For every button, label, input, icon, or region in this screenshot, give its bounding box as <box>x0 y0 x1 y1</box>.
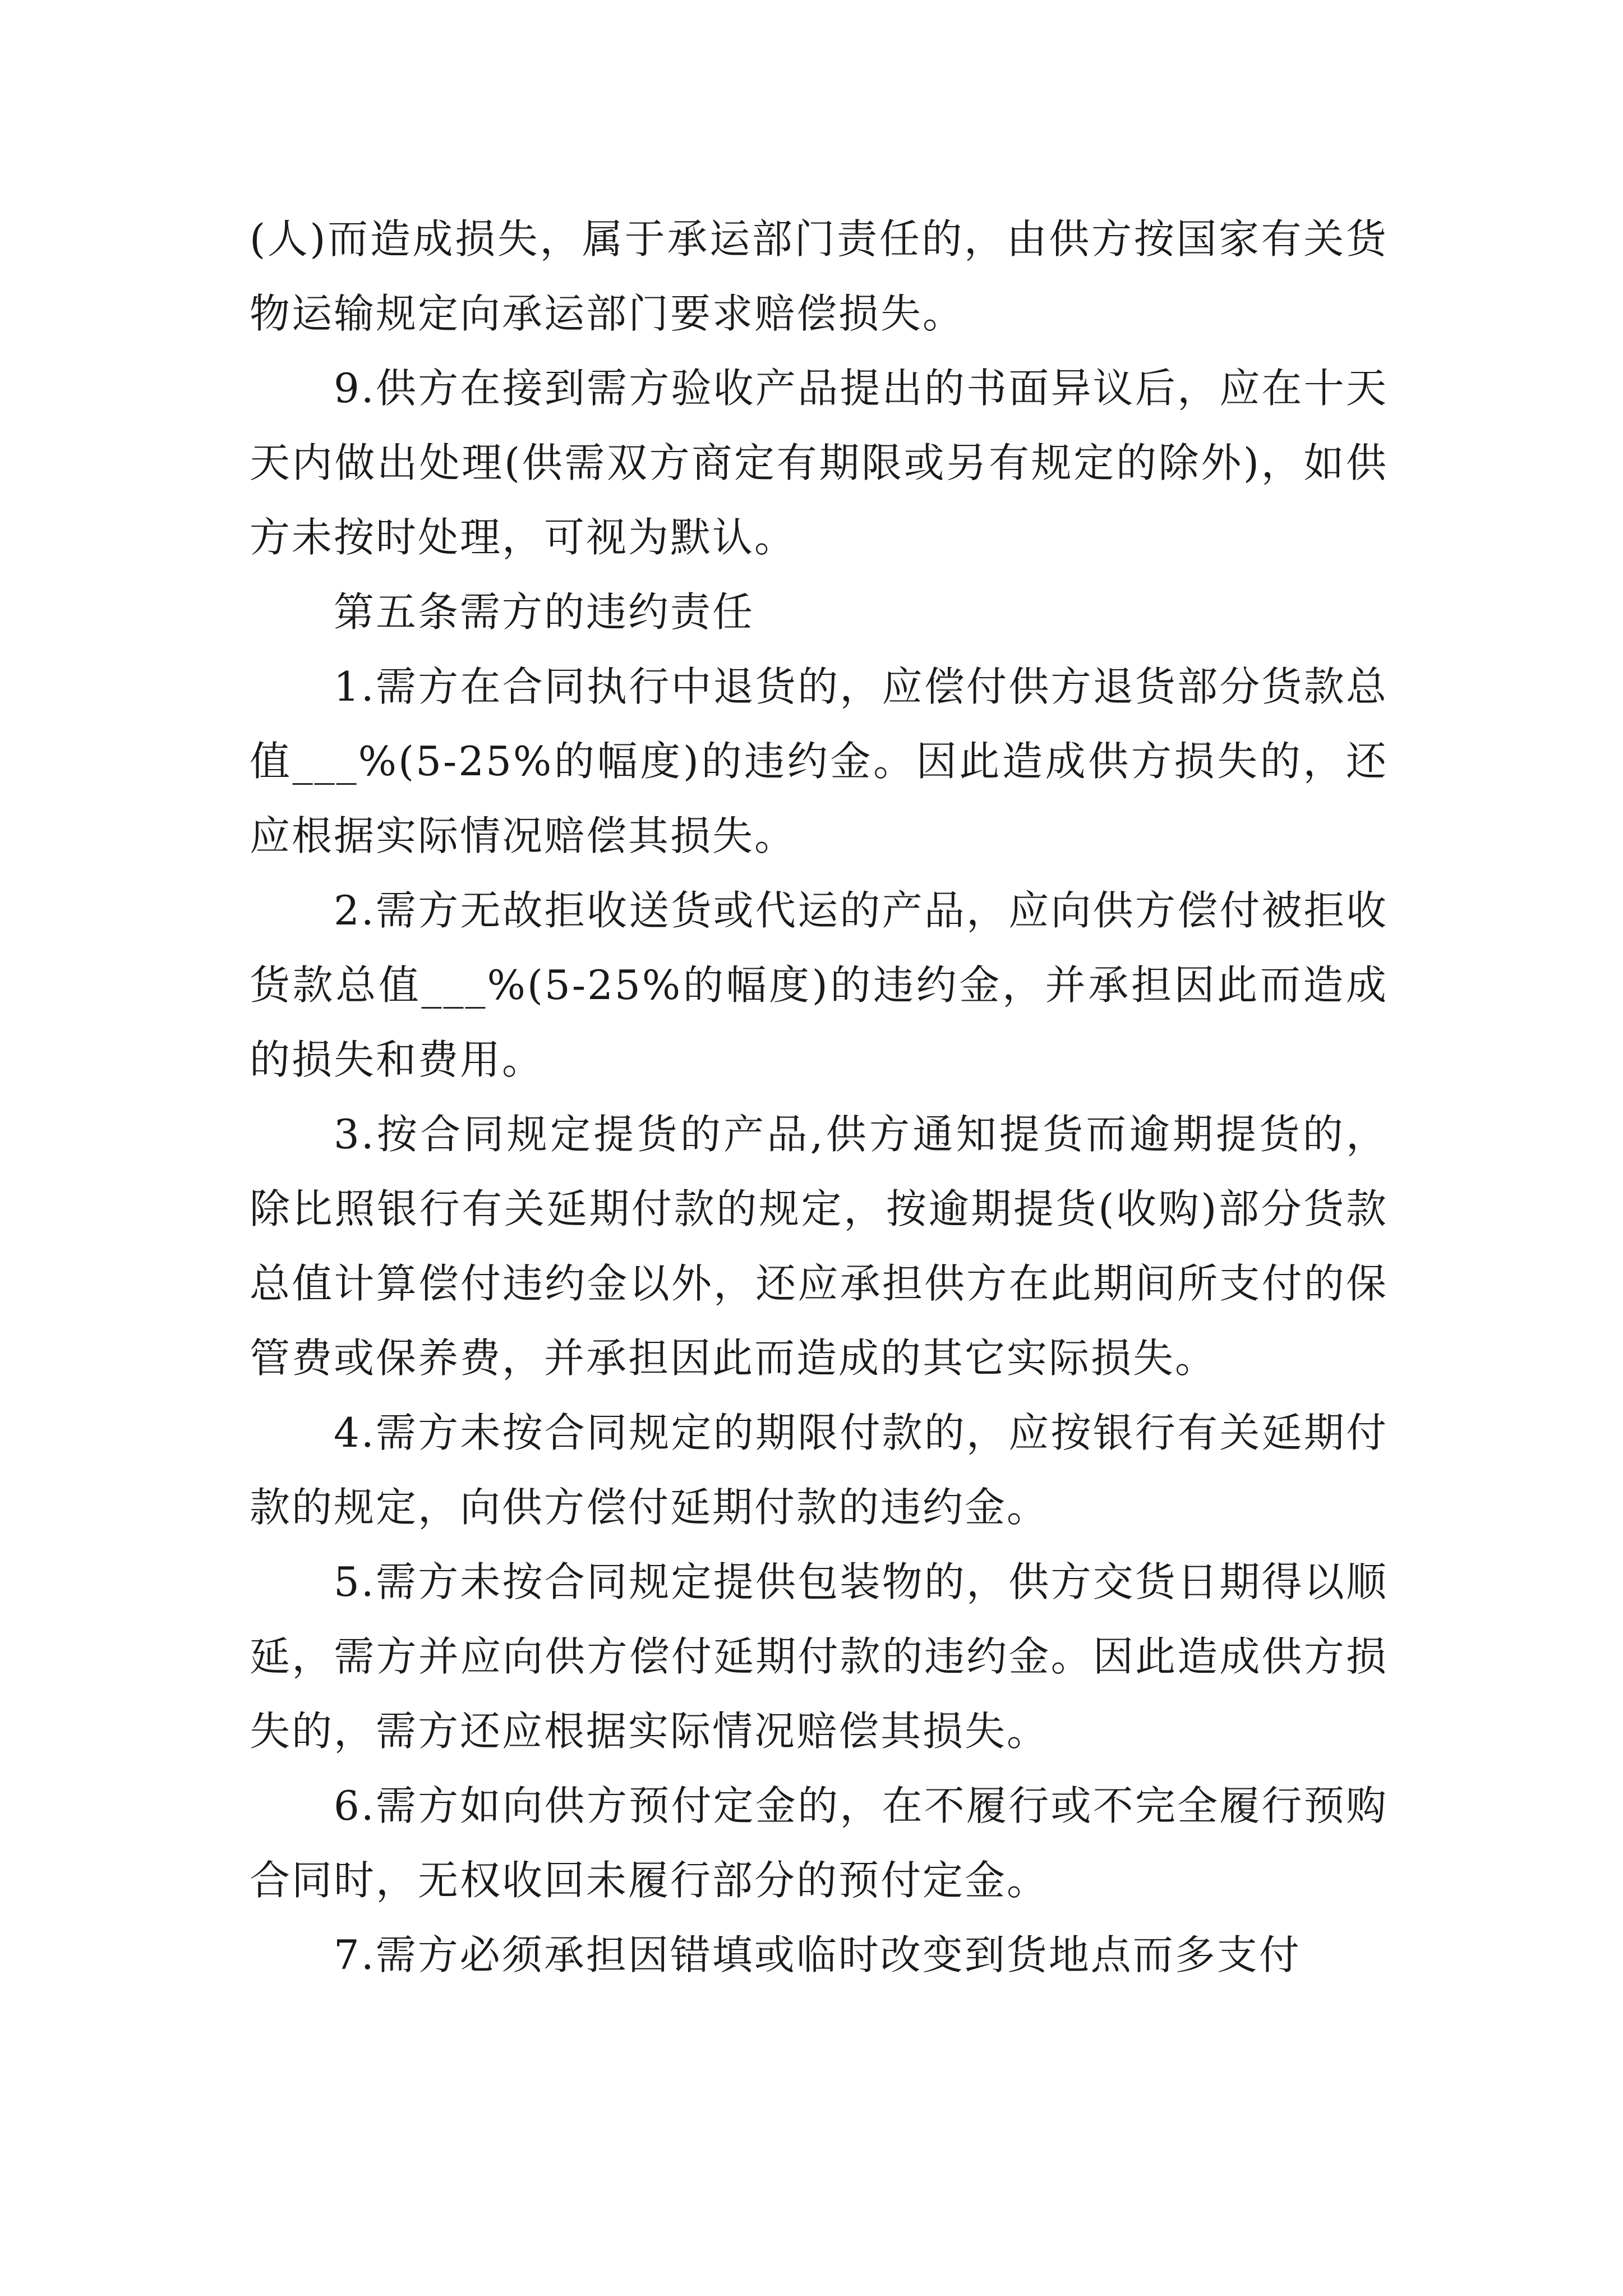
document-body <box>250 202 1388 1993</box>
paragraph-item-5: 5.需方未按合同规定提供包装物的，供方交货日期得以顺延，需方并应向供方偿付延期付款的违约金。因此造成供方损失的，需方还应根据实际情况赔偿其损失。 <box>250 1558 1388 1755</box>
paragraph-continuation: (人)而造成损失，属于承运部门责任的，由供方按国家有关货物运输规定向承运部门要求赔偿损失。 <box>250 215 1388 337</box>
paragraph-item-6: 6.需方如向供方预付定金的，在不履行或不完全履行预购合同时，无权收回未履行部分的预付定金。 <box>250 1782 1388 1904</box>
section-heading: 第五条需方的违约责任 <box>334 588 755 636</box>
paragraph-item-2: 2.需方无故拒收送货或代运的产品，应向供方偿付被拒收货款总值___%(5-25%的幅度)的违约金，并承担因此而造成的损失和费用。 <box>250 887 1388 1083</box>
paragraph-item-9: 9.供方在接到需方验收产品提出的书面异议后，应在十天天内做出处理(供需双方商定有期限或另有规定的除外)，如供方未按时处理，可视为默认。 <box>250 365 1388 561</box>
paragraph-item-7: 7.需方必须承担因错填或临时改变到货地点而多支付 <box>334 1931 1301 1978</box>
paragraph-item-3: 3.按合同规定提货的产品,供方通知提货而逾期提货的，除比照银行有关延期付款的规定，按逾期提货(收购)部分货款总值计算偿付违约金以外，还应承担供方在此期间所支付的保管费或保养费，并承担因此而造成的其它实际损失。 <box>250 1111 1388 1382</box>
paragraph-item-4: 4.需方未按合同规定的期限付款的，应按银行有关延期付款的规定，向供方偿付延期付款的违约金。 <box>250 1409 1388 1531</box>
paragraph-item-1: 1.需方在合同执行中退货的，应偿付供方退货部分货款总值___%(5-25%的幅度)的违约金。因此造成供方损失的，还应根据实际情况赔偿其损失。 <box>250 663 1388 859</box>
